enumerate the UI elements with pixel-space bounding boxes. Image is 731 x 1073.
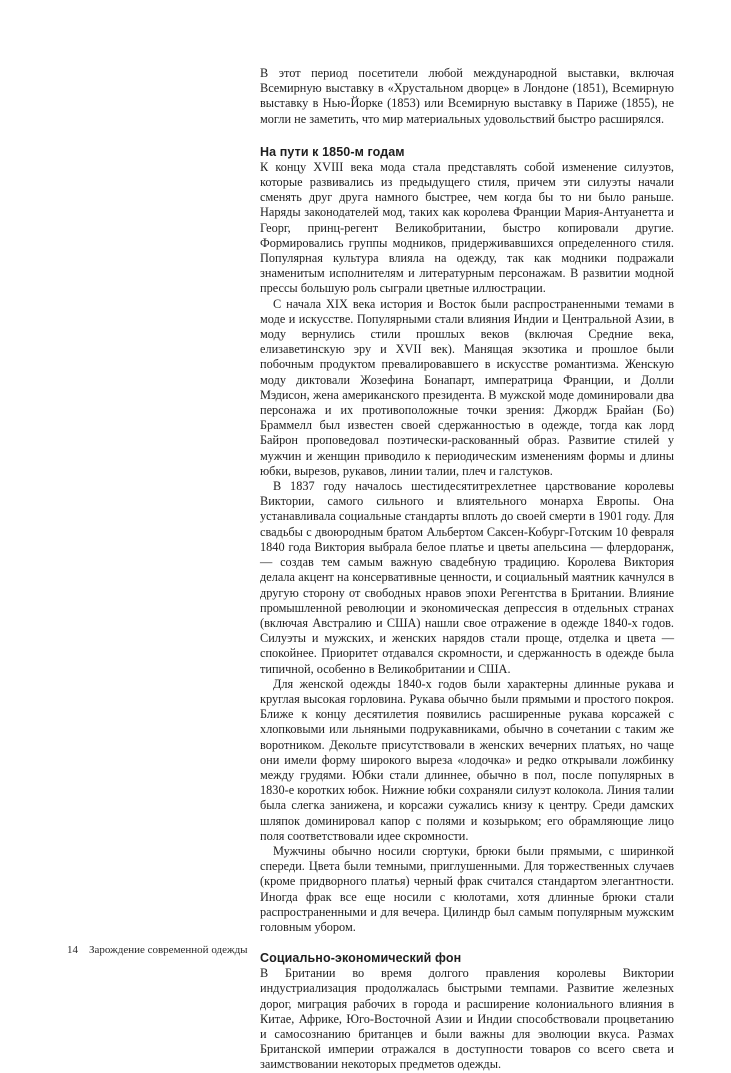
page-number: 14 [67, 944, 78, 956]
intro-paragraph: В этот период посетители любой международной выставки, включая Всемирную выставку в «Хрустальном дворце» в Лондоне (1851), Всемирную выставку в Нью-Йорке (1853) или Всемирную выставку в Париже (1855), не могли не заметить, что мир материальных удовольствий быстро расширялся. [260, 66, 674, 126]
page-footer [67, 944, 248, 956]
section1-paragraph-2: С начала XIX века история и Восток были распространенными темами в моде и искусстве. Популярными стали влияния Индии и Центральной Азии, в моду вернулись стили прошлых веков (включая Средние века, елизаветинскую эру и XVII век). Манящая экзотика и прошлое были побочным продуктом превалировавшего в искусстве романтизма. Женскую моду диктовали Жозефина Бонапарт, императрица Франции, и Долли Мэдисон, жена американского президента. В мужской моде доминировали два персонажа и их противоположные точки зрения: Джордж Брайан (Бо) Браммелл был известен своей сдержанностью в одежде, тогда как лорд Байрон проповедовал поэтически-раскованный образ. Развитие стилей у мужчин и женщин приводило к периодическим изменениям формы и длины юбки, вырезов, рукавов, линии талии, плеч и галстуков. [260, 296, 674, 478]
main-text-column [260, 66, 674, 1073]
section-heading-socioeconomic: Социально-экономический фон [260, 951, 462, 966]
section2-paragraph-1: В Британии во время долгого правления королевы Виктории индустриализация продолжалась быстрыми темпами. Развитие железных дорог, миграция рабочих в города и расширение колониального влияния в Китае, Африке, Юго-Восточной Азии и Индии способствовали процветанию и самосознанию британцев и были важны для эволюции вкуса. Размах Британской империи отражался в доступности товаров со всего света и заимствовании некоторых предметов одежды. [260, 966, 674, 1072]
section1-paragraph-5: Мужчины обычно носили сюртуки, брюки были прямыми, с ширинкой спереди. Цвета были темными, приглушенными. Для торжественных случаев (кроме придворного платья) черный фрак считался стандартом элегантности. Иногда фрак все еще носили с кюлотами, хотя длинные брюки стали распространенными и для вечера. Цилиндр был самым популярным мужским головным убором. [260, 843, 674, 934]
section1-paragraph-1: К концу XVIII века мода стала представлять собой изменение силуэтов, которые развивались из предыдущего стиля, причем эти силуэты начали сменять друг друга намного быстрее, чем когда бы то ни было раньше. Наряды законодателей мод, таких как королева Франции Мария-Антуанетта и Георг, принц-регент Великобритании, быстро копировали другие. Формировались группы модников, придерживавшихся определенного стиля. Популярная культура влияла на одежду, так как модники подражали знаменитым исполнителям и литературным персонажам. В развитии модной прессы большую роль сыграли цветные иллюстрации. [260, 159, 674, 296]
running-title: Зарождение современной одежды [89, 944, 248, 956]
section1-paragraph-4: Для женской одежды 1840-х годов были характерны длинные рукава и круглая высокая горловина. Рукава обычно были прямыми и простого покроя. Ближе к концу десятилетия появились расширенные рукава корсажей с хлопковыми или льняными подрукавниками, обычно в сочетании с таким же воротником. Декольте присутствовали в женских вечерних платьях, но чаще они имели форму широкого выреза «лодочка» и редко открывали ложбинку между грудями. Юбки стали длиннее, обычно в пол, после популярных в 1830-е коротких юбок. Нижние юбки сохраняли силуэт колокола. Линия талии была слегка занижена, и корсажи сужались книзу к центру. Среди дамских шляпок доминировал капор с полями и козырьком; его обрамляющие лицо поля соответствовали идее скромности. [260, 676, 674, 843]
section-heading-1850s: На пути к 1850-м годам [260, 144, 405, 159]
section1-paragraph-3: В 1837 году началось шестидесятитрехлетнее царствование королевы Виктории, самого сильного и влиятельного монарха Европы. Она устанавливала социальные стандарты вплоть до своей смерти в 1901 году. Для свадьбы с двоюродным братом Альбертом Саксен-Кобург-Готским 10 февраля 1840 года Виктория выбрала белое платье и цветы апельсина — флердоранж, — создав тем самым важную свадебную традицию. Королева Виктория делала акцент на консервативные ценности, и социальный маятник качнулся в другую сторону от свободных нравов эпохи Регентства в Британии. Влияние промышленной революции и экономическая депрессия в отдельных странах (включая Австралию и США) нашли свое отражение в одежде 1840-х годов. Силуэты и мужских, и женских нарядов стали проще, отделка и цвета — спокойнее. Приоритет отдавался скромности, и сдержанность в одежде была типичной, особенно в Великобритании и США. [260, 479, 674, 676]
